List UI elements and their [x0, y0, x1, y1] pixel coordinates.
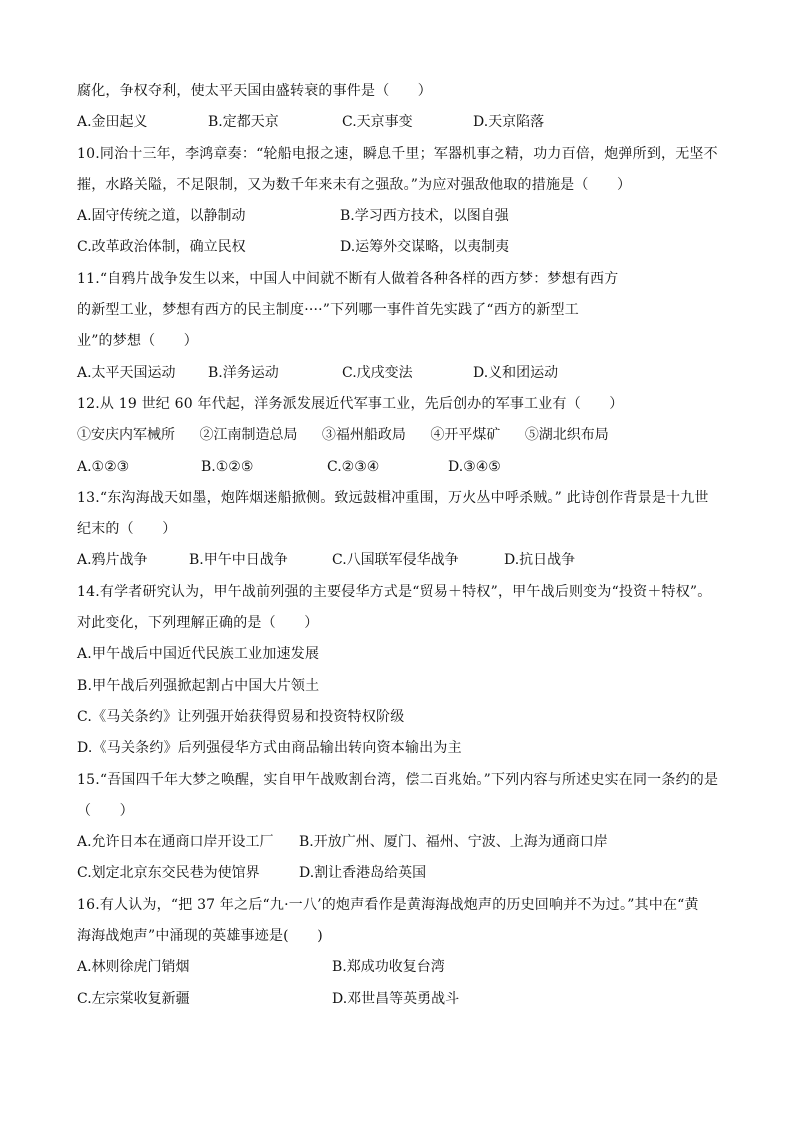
q15-stem-line-1: 15.“吾国四千年大梦之唤醒，实自甲午战败割台湾，偿二百兆始。”下列内容与所述史实在同一条约的是: [77, 771, 719, 788]
q12-item-3: ③福州船政局: [321, 427, 406, 444]
q15-option-d: D.割让香港岛给英国: [299, 865, 427, 882]
q11-option-b: B.洋务运动: [208, 364, 279, 381]
q11-option-d: D.义和团运动: [473, 364, 559, 381]
q15-option-a: A.允许日本在通商口岸开设工厂: [77, 834, 274, 851]
q16-stem-line-2: 海海战炮声”中涌现的英雄事迹是( ): [77, 928, 323, 945]
q9-option-b: B.定都天京: [208, 114, 279, 131]
q15-options-row-2: [77, 858, 727, 889]
q13-option-b: B.甲午中日战争: [189, 552, 288, 569]
q14-stem-line-1: 14.有学者研究认为，甲午战前列强的主要侵华方式是“贸易＋特权”，甲午战后则变为“投资＋特权”。: [77, 583, 712, 600]
q9-option-c: C.天京事变: [342, 114, 413, 131]
q11-options: [77, 358, 727, 389]
q11-stem-line-1: 11.“自鸦片战争发生以来，中国人中间就不断有人做着各种各样的西方梦：梦想有西方: [77, 270, 619, 287]
q12-item-1: ①安庆内军械所: [77, 427, 175, 444]
q14-option-c: C.《马关条约》让列强开始获得贸易和投资特权阶级: [77, 708, 405, 725]
q14-option-d: D.《马关条约》后列强侵华方式由商品输出转向资本输出为主: [77, 740, 462, 757]
q11-option-c: C.戊戌变法: [342, 364, 413, 381]
q10-option-d: D.运筹外交谋略，以夷制夷: [340, 239, 510, 256]
q10-options-row-1: [77, 201, 727, 232]
q11-option-a: A.太平天国运动: [77, 364, 176, 381]
q15-options-row-1: [77, 827, 727, 858]
q13-stem-line-2: 纪末的（ ）: [77, 521, 177, 538]
q13-option-d: D.抗日战争: [504, 552, 576, 569]
q15-stem-line-2: （ ）: [77, 802, 134, 819]
q16-option-d: D.邓世昌等英勇战斗: [332, 990, 460, 1007]
q12-option-a: A.①②③: [77, 458, 130, 475]
q12-stem: 12.从 19 世纪 60 年代起，洋务派发展近代军事工业，先后创办的军事工业有（ ）: [77, 395, 624, 412]
q11-stem-line-2: 的新型工业，梦想有西方的民主制度····”下列哪一事件首先实践了“西方的新型工: [77, 302, 579, 319]
q10-options-row-2: [77, 232, 727, 263]
q13-option-c: C.八国联军侵华战争: [332, 552, 459, 569]
q10-option-c: C.改革政治体制，确立民权: [77, 239, 246, 256]
q16-options-row-1: [77, 952, 727, 983]
q13-stem-line-1: 13.“东沟海战天如墨，炮阵烟迷船掀侧。致远鼓楫冲重围，万火丛中呼杀贼。” 此诗创作背景是十九世: [77, 489, 709, 506]
q9-option-d: D.天京陷落: [473, 114, 545, 131]
q15-option-c: C.划定北京东交民巷为使馆界: [77, 865, 260, 882]
q10-stem-line-1: 10.同治十三年，李鸿章奏：“轮船电报之速，瞬息千里；军器机事之精，功力百倍，炮弹所到，无坚不: [77, 145, 718, 162]
q16-option-b: B.郑成功收复台湾: [332, 959, 445, 976]
q16-options-row-2: [77, 984, 727, 1015]
q12-item-2: ②江南制造总局: [199, 427, 298, 444]
q16-option-a: A.林则徐虎门销烟: [77, 959, 190, 976]
q12-option-b: B.①②⑤: [201, 458, 254, 475]
q14-stem-line-2: 对此变化，下列理解正确的是（ ）: [77, 615, 319, 632]
q16-stem-line-1: 16.有人认为，“把 37 年之后“九·一八’的炮声看作是黄海海战炮声的历史回响并不为过。”其中在“黄: [77, 896, 699, 913]
q10-option-a: A.固守传统之道，以静制动: [77, 208, 246, 225]
q14-option-b: B.甲午战后列强掀起割占中国大片领土: [77, 677, 320, 694]
q12-item-4: ④开平煤矿: [430, 427, 501, 444]
q12-option-d: D.③④⑤: [448, 458, 501, 475]
q9-stem: 腐化，争权夺利，使太平天国由盛转衰的事件是（ ）: [77, 83, 432, 99]
q15-option-b: B.开放广州、厦门、福州、宁波、上海为通商口岸: [299, 834, 608, 851]
q13-options: [77, 545, 727, 576]
q12-options: [77, 452, 727, 483]
exam-page: [77, 76, 727, 1015]
q12-item-5: ⑤湖北织布局: [524, 427, 609, 444]
q14-option-a: A.甲午战后中国近代民族工业加速发展: [77, 646, 320, 663]
q10-stem-line-2: 摧，水路关隘，不足限制，又为数千年来未有之强敌。”为应对强敌他取的措施是（ ）: [77, 176, 632, 193]
q12-items: [77, 420, 727, 451]
q16-option-c: C.左宗棠收复新疆: [77, 990, 190, 1007]
q10-option-b: B.学习西方技术，以图自强: [340, 208, 509, 225]
q11-stem-line-3: 业”的梦想（ ）: [77, 333, 198, 350]
q12-option-c: C.②③④: [327, 458, 380, 475]
q13-option-a: A.鸦片战争: [77, 552, 148, 569]
q9-options: [77, 107, 727, 138]
q9-option-a: A.金田起义: [77, 114, 148, 131]
